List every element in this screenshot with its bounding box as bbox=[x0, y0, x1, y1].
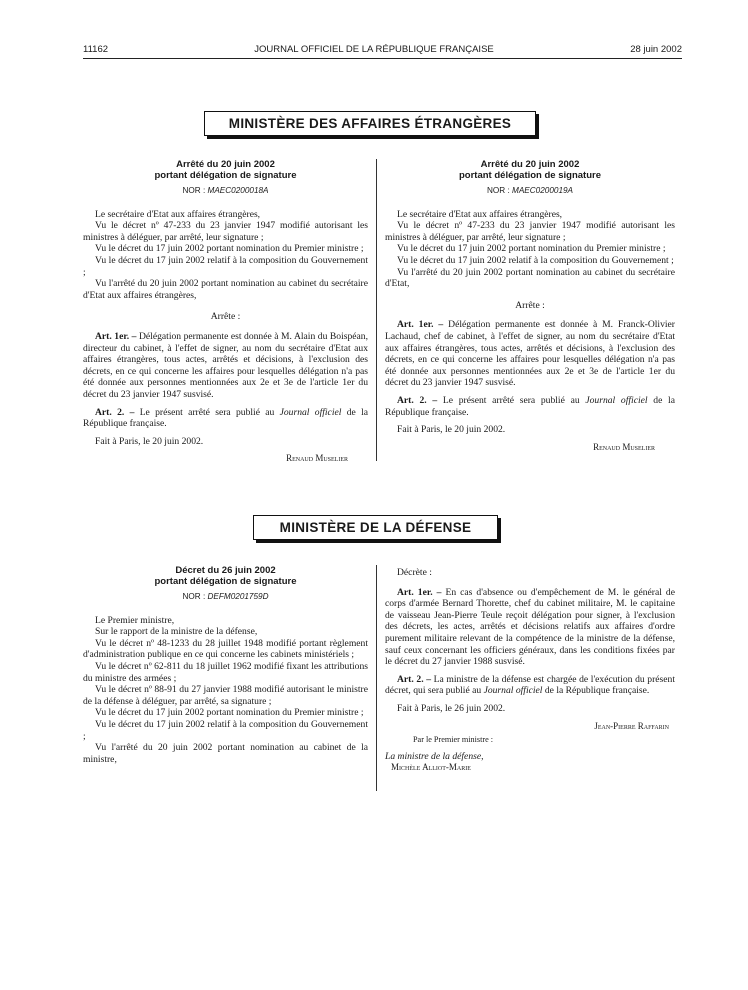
issue-date: 28 juin 2002 bbox=[630, 44, 682, 55]
minister-name: Michèle Alliot-Marie bbox=[391, 762, 471, 773]
act-title: Arrêté du 20 juin 2002 bbox=[480, 159, 580, 170]
act-title: Arrêté du 20 juin 2002 bbox=[176, 159, 275, 170]
signatory: Renaud Muselier bbox=[286, 453, 348, 464]
article-1: Art. 1er. – En cas d'absence ou d'empêchement de M. le général de corps d'armée Bernard Thorette, chef du cabinet militaire, M. le capitaine de vaisseau Jean-Pierre Teule reçoit délégation pour signer, à l'exclusion des décrets, les actes, arrêtés et décisions relatifs aux affaires d'ordre purement militaire relevant de la compétence de la ministre de la défense, sauf ceux concernant les officiers généraux, dans les conditions fixées par le décret du 27 janvier 1988 susvisé. bbox=[385, 586, 675, 668]
arrete-heading: Arrête : bbox=[515, 299, 545, 311]
visa: Vu le décret nº 47-233 du 23 janvier 1947 modifié autorisant les ministres à déléguer, par arrêté, leur signature ; bbox=[385, 220, 675, 243]
visa: Vu le décret du 17 juin 2002 portant nomination du Premier ministre ; bbox=[397, 243, 666, 255]
signatory: Renaud Muselier bbox=[593, 441, 655, 452]
visa: Vu le décret nº 48-1233 du 28 juillet 1948 modifié portant règlement d'administration publique en ce qui concerne les cabinets ministériels ; bbox=[83, 637, 368, 661]
article-2: Art. 2. – Le présent arrêté sera publié au Journal officiel de la République française. bbox=[83, 406, 369, 430]
arrete-left bbox=[83, 159, 368, 465]
visa: Vu le décret du 17 juin 2002 portant nomination du Premier ministre ; bbox=[95, 707, 364, 719]
act-title: Décret du 26 juin 2002 bbox=[175, 565, 276, 576]
visa: Vu le décret du 17 juin 2002 relatif à la composition du Gouvernement ; bbox=[83, 718, 368, 742]
article-2: Art. 2. – Le présent arrêté sera publié au Journal officiel de la République française. bbox=[385, 394, 675, 418]
article-2: Art. 2. – La ministre de la défense est chargée de l'exécution du présent décret, qui sera publié au Journal officiel de la République française. bbox=[385, 673, 675, 697]
arrete-heading: Arrête : bbox=[210, 311, 241, 323]
visa: Vu le décret nº 88-91 du 27 janvier 1988 modifié autorisant le ministre de la défense à déléguer, par arrêté, sa signature ; bbox=[83, 684, 368, 707]
visa: Vu l'arrêté du 20 juin 2002 portant nomination au cabinet de la ministre, bbox=[83, 742, 368, 765]
signatory: Jean-Pierre Raffarin bbox=[594, 720, 669, 731]
countersign-intro: Par le Premier ministre : bbox=[413, 735, 494, 745]
visa: Vu le décret du 17 juin 2002 relatif à la composition du Gouvernement ; bbox=[397, 254, 674, 266]
visa: Vu le décret nº 62-811 du 18 juillet 1962 modifié fixant les attributions du ministre des armées ; bbox=[83, 660, 368, 684]
nor-reference: NOR : MAEC0200018A bbox=[182, 186, 269, 195]
minister-title: La ministre de la défense, bbox=[385, 750, 484, 762]
fait-a-paris: Fait à Paris, le 20 juin 2002. bbox=[397, 424, 506, 436]
visa: Vu le décret du 17 juin 2002 portant nomination du Premier ministre ; bbox=[95, 243, 364, 255]
preamble: Le secrétaire d'Etat aux affaires étrangères, bbox=[95, 208, 261, 220]
act-subtitle: portant délégation de signature bbox=[154, 170, 297, 181]
visa: Vu l'arrêté du 20 juin 2002 portant nomination au cabinet du secrétaire d'Etat aux affaires étrangères, bbox=[83, 278, 368, 301]
nor-reference: NOR : DEFM0201759D bbox=[182, 592, 269, 601]
column-divider bbox=[376, 565, 377, 791]
visa: Vu le décret nº 47-233 du 23 janvier 1947 modifié autorisant les ministres à déléguer, par arrêté, leur signature ; bbox=[83, 220, 368, 243]
decret-right bbox=[385, 567, 675, 774]
decrete-heading: Décrète : bbox=[397, 567, 432, 578]
article-1: Art. 1er. – Délégation permanente est donnée à M. Franck-Olivier Lachaud, chef de cabinet, à l'effet de signer, au nom du secrétaire d'Etat aux affaires étrangères, tous actes, arrêtés et décisions, à l'exclusion des décrets, en ce qui concerne les affaires pour lesquelles délégation n'a pas été donnée aux personnes mentionnées aux 2e et 3e de l'article 1er du décret du 23 janvier 1947 susvisé. bbox=[385, 319, 675, 389]
column-divider bbox=[376, 159, 377, 461]
decret-left bbox=[83, 565, 368, 765]
header-rule bbox=[83, 58, 682, 59]
ministry-banner-foreign-affairs: MINISTÈRE DES AFFAIRES ÉTRANGÈRES bbox=[204, 111, 536, 136]
preamble: Le secrétaire d'Etat aux affaires étrangères, bbox=[397, 208, 563, 220]
article-1: Art. 1er. – Délégation permanente est donnée à M. Alain du Boispéan, directeur du cabinet, à l'effet de signer, au nom du secrétaire d'Etat aux affaires étrangères, tous actes, arrêtés et décisions, à l'exclusion des décrets, en ce qui concerne les affaires pour lesquelles délégation n'a pas été donnée aux personnes mentionnées aux 2e et 3e de l'article 1er du décret du 23 janvier 1947 susvisé. bbox=[83, 330, 368, 400]
visa: Vu l'arrêté du 20 juin 2002 portant nomination au cabinet du secrétaire d'Etat, bbox=[385, 266, 675, 290]
arrete-right bbox=[385, 159, 675, 453]
ministry-banner-defense: MINISTÈRE DE LA DÉFENSE bbox=[253, 515, 498, 540]
act-subtitle: portant délégation de signature bbox=[154, 576, 297, 587]
nor-reference: NOR : MAEC0200019A bbox=[486, 186, 574, 195]
page-number: 11162 bbox=[83, 44, 109, 55]
journal-title: JOURNAL OFFICIEL DE LA RÉPUBLIQUE FRANÇAISE bbox=[254, 44, 494, 55]
fait-a-paris: Fait à Paris, le 26 juin 2002. bbox=[397, 702, 506, 714]
fait-a-paris: Fait à Paris, le 20 juin 2002. bbox=[95, 435, 204, 447]
visa: Vu le décret du 17 juin 2002 relatif à la composition du Gouvernement ; bbox=[83, 254, 368, 278]
act-subtitle: portant délégation de signature bbox=[459, 170, 601, 181]
preamble: Le Premier ministre, bbox=[95, 614, 175, 626]
rapport: Sur le rapport de la ministre de la défense, bbox=[95, 626, 258, 638]
